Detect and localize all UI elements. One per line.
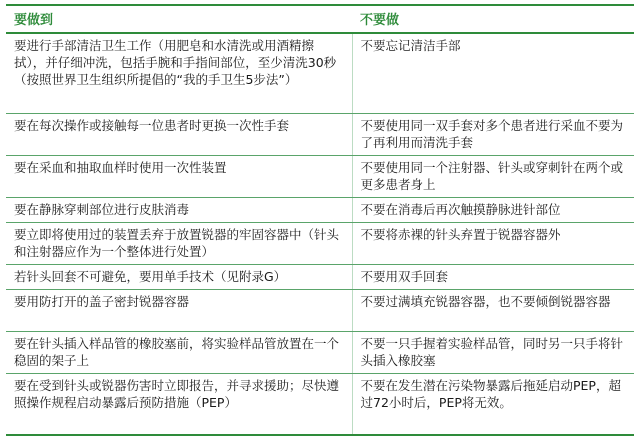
do-cell: 要用防打开的盖子密封锐器容器	[6, 289, 352, 331]
do-cell: 若针头回套不可避免，要用单手技术（见附录G）	[6, 264, 352, 289]
do-cell: 要在采血和抽取血样时使用一次性装置	[6, 155, 352, 197]
table-row	[6, 113, 634, 155]
dont-cell: 不要过满填充锐器容器，也不要倾倒锐器容器	[352, 289, 634, 331]
table-row	[6, 33, 634, 113]
header-dont: 不要做	[352, 5, 634, 33]
do-cell: 要在每次操作或接触每一位患者时更换一次性手套	[6, 113, 352, 155]
do-cell: 要立即将使用过的装置丢弃于放置锐器的牢固容器中（针头和注射器应作为一个整体进行处置）	[6, 222, 352, 264]
dont-cell: 不要一只手握着实验样品管，同时另一只手将针头插入橡胶塞	[352, 331, 634, 373]
header-do: 要做到	[6, 5, 352, 33]
table-row	[6, 331, 634, 373]
dont-cell: 不要将赤裸的针头弃置于锐器容器外	[352, 222, 634, 264]
do-cell: 要在静脉穿刺部位进行皮肤消毒	[6, 197, 352, 222]
dont-cell: 不要忘记清洁手部	[352, 33, 634, 113]
table-row	[6, 373, 634, 435]
table-row	[6, 289, 634, 331]
dont-cell: 不要使用同一个注射器、针头或穿刺针在两个或更多患者身上	[352, 155, 634, 197]
table-row	[6, 197, 634, 222]
dont-cell: 不要在消毒后再次触摸静脉进针部位	[352, 197, 634, 222]
table-row	[6, 222, 634, 264]
table-header-row	[6, 5, 634, 33]
table-row	[6, 155, 634, 197]
do-cell: 要在受到针头或锐器伤害时立即报告，并寻求援助；尽快遵照操作规程启动暴露后预防措施（PEP）	[6, 373, 352, 435]
dont-cell: 不要用双手回套	[352, 264, 634, 289]
dont-cell: 不要在发生潜在污染物暴露后拖延启动PEP，超过72小时后，PEP将无效。	[352, 373, 634, 435]
do-dont-table	[6, 4, 634, 436]
table-row	[6, 264, 634, 289]
do-cell: 要进行手部清洁卫生工作（用肥皂和水清洗或用酒精擦拭），并仔细冲洗，包括手腕和手指间部位，至少清洗30秒（按照世界卫生组织所提倡的“我的手卫生5步法”）	[6, 33, 352, 113]
do-cell: 要在针头插入样品管的橡胶塞前，将实验样品管放置在一个稳固的架子上	[6, 331, 352, 373]
dont-cell: 不要使用同一双手套对多个患者进行采血不要为了再利用而清洗手套	[352, 113, 634, 155]
